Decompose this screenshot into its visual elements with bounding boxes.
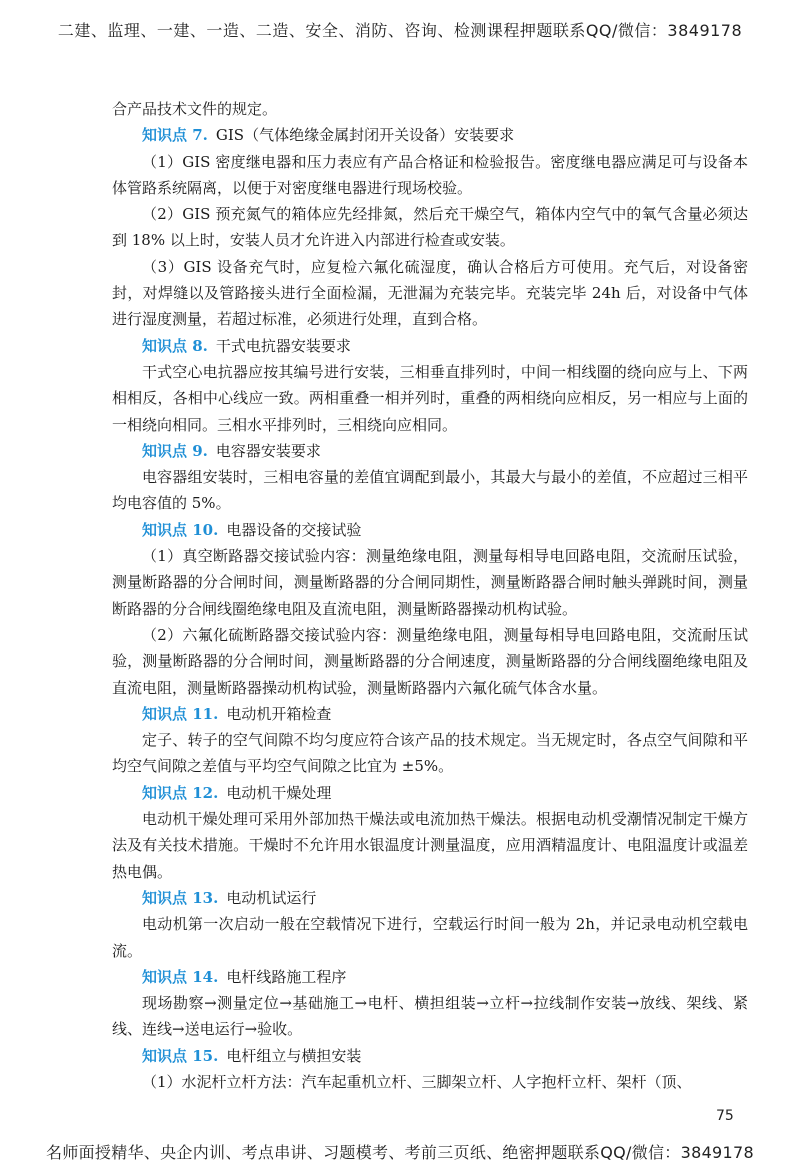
paragraph: 电容器组安装时，三相电容量的差值宜调配到最小，其最大与最小的差值，不应超过三相平均电容值的 5%。 xyxy=(112,468,748,513)
paragraph: （2）GIS 预充氮气的箱体应先经排氮，然后充干燥空气，箱体内空气中的氧气含量必须达到 18% 以上时，安装人员才允许进入内部进行检查或安装。 xyxy=(112,205,748,250)
section-title: 电器设备的交接试验 xyxy=(226,520,362,539)
paragraph: 现场勘察→测量定位→基础施工→电杆、横担组装→立杆→拉线制作安装→放线、架线、紧线、连线→送电运行→验收。 xyxy=(112,994,748,1039)
page-number: 75 xyxy=(716,1108,734,1124)
paragraph: 电动机第一次启动一般在空载情况下进行，空载运行时间一般为 2h，并记录电动机空载电流。 xyxy=(112,915,748,960)
paragraph: （1）水泥杆立杆方法：汽车起重机立杆、三脚架立杆、人字抱杆立杆、架杆（顶、 xyxy=(142,1072,692,1091)
page-footer: 名师面授精华、央企内训、考点串讲、习题模考、考前三页纸、绝密押题联系QQ/微信：3849178 xyxy=(46,1143,754,1162)
section-heading-kp9 xyxy=(112,438,748,464)
section-heading-kp8 xyxy=(112,333,748,359)
section-number: 知识点 13. xyxy=(142,888,219,907)
section-title: 电杆组立与横担安装 xyxy=(226,1046,362,1065)
section-heading-kp10 xyxy=(112,517,748,543)
paragraph: 电动机干燥处理可采用外部加热干燥法或电流加热干燥法。根据电动机受潮情况制定干燥方法及有关技术措施。干燥时不允许用水银温度计测量温度，应用酒精温度计、电阻温度计或温差热电偶。 xyxy=(112,810,748,881)
section-number: 知识点 10. xyxy=(142,520,219,539)
section-number: 知识点 11. xyxy=(142,704,219,723)
section-number: 知识点 15. xyxy=(142,1046,219,1065)
section-number: 知识点 7. xyxy=(142,126,208,145)
page-header: 二建、监理、一建、一造、二造、安全、消防、咨询、检测课程押题联系QQ/微信：3849178 xyxy=(57,21,743,40)
section-number: 知识点 14. xyxy=(142,967,219,986)
paragraph: （2）六氟化硫断路器交接试验内容：测量绝缘电阻，测量每相导电回路电阻，交流耐压试验，测量断路器的分合闸时间，测量断路器的分合闸速度，测量断路器的分合闸线圈绝缘电阻及直流电阻，测量断路器操动机构试验，测量断路器内六氟化硫气体含水量。 xyxy=(112,625,748,697)
section-heading-kp12 xyxy=(112,780,748,806)
section-title: 电动机开箱检查 xyxy=(226,704,332,723)
paragraph: （3）GIS 设备充气时，应复检六氟化硫湿度，确认合格后方可使用。充气后，对设备密封，对焊缝以及管路接头进行全面检漏，无泄漏为充装完毕。充装完毕 24h 后，对设备中气体进行湿度测量，若超过标准，必须进行处理，直到合格。 xyxy=(112,257,748,329)
section-title: 电动机试运行 xyxy=(226,888,317,907)
section-number: 知识点 9. xyxy=(142,441,208,460)
section-number: 知识点 12. xyxy=(142,783,219,802)
page-body xyxy=(112,96,748,1095)
section-title: 电容器安装要求 xyxy=(215,441,321,460)
section-title: 干式电抗器安装要求 xyxy=(215,336,351,355)
section-heading-kp15 xyxy=(112,1043,748,1069)
section-title: 电动机干燥处理 xyxy=(226,783,332,802)
paragraph: （1）GIS 密度继电器和压力表应有产品合格证和检验报告。密度继电器应满足可与设备本体管路系统隔离，以便于对密度继电器进行现场校验。 xyxy=(112,152,748,197)
paragraph: 合产品技术文件的规定。 xyxy=(112,100,278,118)
section-heading-kp14 xyxy=(112,964,748,990)
paragraph: 定子、转子的空气间隙不均匀度应符合该产品的技术规定。当无规定时，各点空气间隙和平均空气间隙之差值与平均空气间隙之比宜为 ±5%。 xyxy=(112,731,748,776)
section-heading-kp7 xyxy=(112,122,748,148)
section-title: 电杆线路施工程序 xyxy=(226,967,347,986)
section-title: GIS（气体绝缘金属封闭开关设备）安装要求 xyxy=(215,126,515,145)
section-heading-kp11 xyxy=(112,701,748,727)
paragraph: （1）真空断路器交接试验内容：测量绝缘电阻，测量每相导电回路电阻，交流耐压试验，测量断路器的分合闸时间，测量断路器的分合闸同期性，测量断路器合闸时触头弹跳时间，测量断路器的分合闸线圈绝缘电阻及直流电阻，测量断路器操动机构试验。 xyxy=(112,547,748,618)
section-heading-kp13 xyxy=(112,885,748,911)
paragraph: 干式空心电抗器应按其编号进行安装，三相垂直排列时，中间一相线圈的绕向应与上、下两相相反，各相中心线应一致。两相重叠一相并列时，重叠的两相绕向应相反，另一相应与上面的一相绕向相同。三相水平排列时，三相绕向应相同。 xyxy=(112,362,748,434)
section-number: 知识点 8. xyxy=(142,336,208,355)
